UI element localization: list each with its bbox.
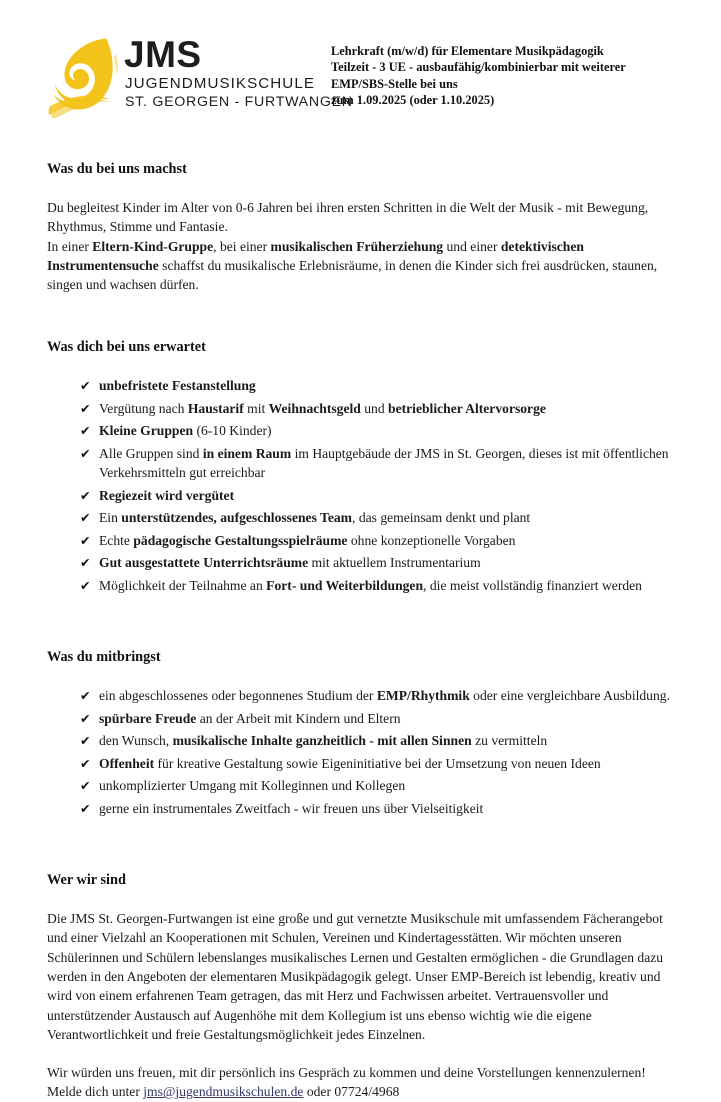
spacer	[47, 821, 681, 871]
list-item-text: Regiezeit wird vergütet	[99, 487, 235, 503]
section-was-du-mitbringst	[47, 648, 681, 818]
section-heading-mitbringst: Was du mitbringst	[47, 649, 161, 666]
check-mark-icon: ✔	[80, 532, 91, 548]
list-item-text: Gut ausgestattete Unterrichtsräume mit aktuellem Instrumentarium	[99, 555, 481, 571]
document-header	[0, 28, 721, 133]
list-item	[80, 686, 681, 705]
check-mark-icon: ✔	[80, 400, 91, 416]
requirements-list	[47, 686, 681, 818]
job-title-block	[331, 43, 701, 108]
check-mark-icon: ✔	[80, 510, 91, 526]
check-mark-icon: ✔	[80, 710, 91, 726]
list-item	[80, 508, 681, 527]
list-item-text: gerne ein instrumentales Zweitfach - wir freuen uns über Vielseitigkeit	[99, 800, 484, 816]
list-item	[80, 799, 681, 818]
check-mark-icon: ✔	[80, 378, 91, 394]
about-paragraph: Die JMS St. Georgen-Furtwangen ist eine große und gut vernetzte Musikschule mit umfassendem Fächerangebot und einer Vielzahl an Kooperationen mit Schulen, Vereinen und Kindertagesstätten. Wir möchten unseren Schülerinnen und Schülern lebenslanges musikalisches Lernen und Gestalten ermöglichen - die Grundlagen dazu werden in den Angeboten der elementaren Musikpädagogik gelegt. Unser EMP-Bereich ist lebendig, kreativ und wird von einem erfahrenen Team getragen, das mit Herz und Fachwissen arbeitet. Vertrauensvoller und unterstützender Austausch auf Augenhöhe mit dem Kollegium ist uns ebenso wichtig wie die eigene Verantwortlichkeit und freie Gestaltungsmöglichkeit jedes Einzelnen.	[47, 911, 664, 1042]
job-title-line-4: zum 1.09.2025 (oder 1.10.2025)	[331, 92, 495, 107]
list-item-text: Echte pädagogische Gestaltungsspielräume ohne konzeptionelle Vorgaben	[99, 532, 516, 548]
list-item-text: Offenheit für kreative Gestaltung sowie Eigeninitiative bei der Umsetzung von neuen Ideen	[99, 755, 601, 771]
check-mark-icon: ✔	[80, 487, 91, 503]
list-item-text: unkomplizierter Umgang mit Kolleginnen und Kollegen	[99, 778, 406, 794]
check-mark-icon: ✔	[80, 423, 91, 439]
check-mark-icon: ✔	[80, 555, 91, 571]
list-item-text: den Wunsch, musikalische Inhalte ganzheitlich - mit allen Sinnen zu vermitteln	[99, 733, 548, 749]
list-item-text: spürbare Freude an der Arbeit mit Kindern und Eltern	[99, 710, 401, 726]
section-wer-wir-sind	[47, 871, 681, 1102]
check-mark-icon: ✔	[80, 778, 91, 794]
check-mark-icon: ✔	[80, 755, 91, 771]
section-heading-wer-wir-sind: Wer wir sind	[47, 872, 126, 889]
list-item	[80, 399, 681, 418]
logo-line-jugendmusikschule: JUGENDMUSIKSCHULE	[125, 75, 315, 92]
section-heading-machst: Was du bei uns machst	[47, 161, 187, 177]
list-item-text: Vergütung nach Haustarif mit Weihnachtsgeld und betrieblicher Altervorsorge	[99, 400, 546, 416]
list-item	[80, 709, 681, 728]
document-body	[47, 160, 681, 1102]
jms-logo	[46, 34, 353, 126]
check-mark-icon: ✔	[80, 445, 91, 461]
list-item	[80, 486, 681, 505]
section-paragraph-machst: Du begleitest Kinder im Alter von 0-6 Jahren bei ihren ersten Schritten in die Welt der Musik - mit Bewegung, Rhythmus, Stimme und Fantasie. In einer Eltern-Kind-Gruppe, bei einer musikalischen Früherziehung und einer detektivischen Instrumentensuche schaffst du musikalische Erlebnisräume, in denen die Kinder sich frei ausdrücken, staunen, singen und wachsen dürfen.	[47, 200, 658, 293]
list-item	[80, 776, 681, 795]
job-title-line-2: Teilzeit - 3 UE - ausbaufähig/kombinierbar mit weiterer	[331, 60, 626, 75]
list-item	[80, 576, 681, 595]
list-item-text: Alle Gruppen sind in einem Raum im Hauptgebäude der JMS in St. Georgen, dieses ist mit öffentlichen Verkehrsmitteln gut erreichbar	[99, 445, 669, 481]
list-item	[80, 531, 681, 550]
list-item-text: Kleine Gruppen (6-10 Kinder)	[99, 423, 272, 439]
list-item	[80, 731, 681, 750]
list-item	[80, 421, 681, 440]
check-mark-icon: ✔	[80, 800, 91, 816]
section-was-du-bei-uns-machst	[47, 160, 681, 294]
spacer	[47, 598, 681, 648]
treble-swirl-logo-icon	[46, 34, 124, 118]
email-link[interactable]: jms@jugendmusikschulen.de	[143, 1084, 304, 1100]
list-item	[80, 553, 681, 572]
list-item	[80, 444, 681, 483]
logo-brand-jms: JMS	[124, 34, 202, 75]
contact-paragraph: Wir würden uns freuen, mit dir persönlich ins Gespräch zu kommen und deine Vorstellungen kennenzulernen! Melde dich unter jms@jugendmusikschulen.de oder 07724/4968	[47, 1065, 646, 1100]
check-mark-icon: ✔	[80, 577, 91, 593]
benefits-list	[47, 376, 681, 594]
spacer	[47, 1044, 681, 1063]
list-item-text: unbefristete Festanstellung	[99, 378, 256, 394]
list-item-text: Möglichkeit der Teilnahme an Fort- und Weiterbildungen, die meist vollständig finanziert werden	[99, 577, 642, 593]
check-mark-icon: ✔	[80, 733, 91, 749]
list-item	[80, 754, 681, 773]
job-title-line-1: Lehrkraft (m/w/d) für Elementare Musikpädagogik	[331, 44, 604, 58]
section-was-dich-bei-uns-erwartet	[47, 338, 681, 594]
list-item-text: Ein unterstützendes, aufgeschlossenes Team, das gemeinsam denkt und plant	[99, 510, 531, 526]
logo-wordmark	[124, 34, 353, 111]
list-item-text: ein abgeschlossenes oder begonnenes Studium der EMP/Rhythmik oder eine vergleichbare Ausbildung.	[99, 688, 670, 704]
logo-line-location: ST. GEORGEN - FURTWANGEN	[125, 94, 353, 110]
job-title-line-3: EMP/SBS-Stelle bei uns	[331, 76, 458, 91]
section-heading-erwartet: Was dich bei uns erwartet	[47, 339, 206, 356]
spacer	[47, 294, 681, 338]
check-mark-icon: ✔	[80, 688, 91, 704]
list-item	[80, 376, 681, 395]
